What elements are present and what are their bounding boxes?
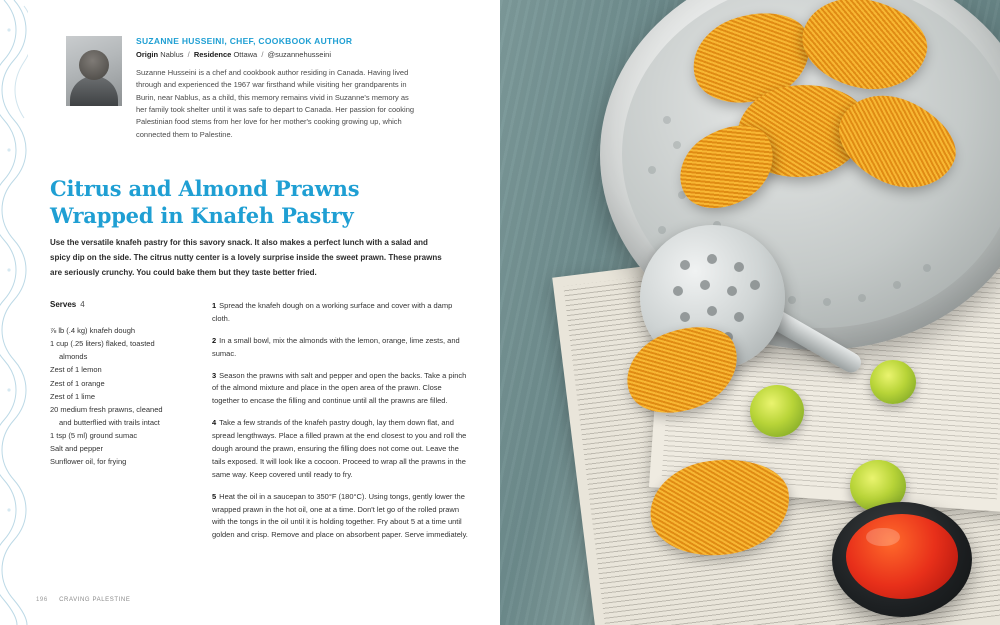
step-text: In a small bowl, mix the almonds with the lemon, orange, lime zests, and sumac.: [212, 335, 460, 358]
dipping-sauce-bowl: [832, 502, 972, 617]
list-item: 1 tsp (5 ml) ground sumac: [50, 431, 138, 441]
serves-line: [50, 300, 190, 309]
step-number: 3: [212, 370, 217, 380]
chili-sauce: [846, 514, 958, 599]
food-photograph: [500, 0, 1000, 625]
step-number: 2: [212, 335, 217, 345]
page-number: 196: [36, 597, 48, 603]
list-item: 1 cup (.25 liters) flaked, toasted: [50, 339, 155, 349]
recipe-step: [212, 335, 470, 361]
list-item: Zest of 1 orange: [50, 378, 105, 388]
step-text: Spread the knafeh dough on a working surface and cover with a damp cloth.: [212, 301, 453, 323]
author-handle[interactable]: @suzannehusseini: [267, 50, 331, 59]
right-photo-page: [500, 0, 1000, 625]
author-name: SUZANNE HUSSEINI, CHEF, COOKBOOK AUTHOR: [136, 36, 353, 46]
residence-value: Ottawa: [233, 50, 258, 59]
recipe-intro: Use the versatile knafeh pastry for this savory snack. It also makes a perfect lunch with a salad and spicy dip on the side. The citrus nutty center is a lovely surprise inside the sweet prawn. These prawns are seriously crunchy. You could bake them but they taste better fried.: [50, 238, 442, 277]
list-item: [50, 417, 190, 429]
list-item: Sunflower oil, for frying: [50, 457, 127, 467]
author-meta: [136, 50, 420, 60]
author-text: [136, 36, 420, 141]
serves-value: 4: [80, 300, 85, 309]
ingredients-column: [50, 300, 190, 551]
lime-half: [750, 385, 804, 437]
steps-column: [212, 300, 470, 551]
recipe-step: [212, 417, 470, 481]
list-item: ⅞ lb (.4 kg) knafeh dough: [50, 326, 136, 335]
step-number: 1: [212, 301, 217, 310]
steps-list: [212, 300, 470, 542]
author-portrait-image: [66, 36, 122, 106]
step-number: 4: [212, 418, 217, 428]
step-text: Heat the oil in a saucepan to 350°F (180°C). Using tongs, gently lower the wrapped prawn in the hot oil, one at a time. Don't let go of the rolled prawn with the tongs in the oil until it is holding together. Fry about 5 at a time until golden and crisp. Remove and place on absorbent paper. Serve immediately.: [212, 491, 468, 540]
author-block: [66, 36, 420, 141]
residence-label: Residence: [193, 50, 232, 59]
meta-separator-2: /: [261, 50, 264, 59]
list-item-continuation: almonds: [59, 352, 88, 362]
ingredients-list: [50, 325, 190, 469]
author-bio: Suzanne Husseini is a chef and cookbook author residing in Canada. Having lived through and experienced the 1967 war firsthand while visiting her grandparents in Burin, near Nablus, as a child, this memory remains vivid in Suzanne's memory as her family took shelter until it was safe to depart to Canada. Her passion for cooking Palestinian food stems from her love for her mother's cooking growing up, which connected them to Palestine.: [136, 67, 415, 139]
list-item: Zest of 1 lemon: [50, 365, 102, 375]
step-number: 5: [212, 491, 217, 501]
serves-label: Serves: [50, 300, 77, 309]
step-text: Season the prawns with salt and pepper and open the backs. Take a pinch of the almond mixture and place in the open area of the prawn. Close together to encase the filling and continue until all the prawns are filled.: [212, 370, 467, 406]
list-item: Zest of 1 lime: [50, 391, 96, 401]
list-item: [50, 351, 190, 363]
step-text: Take a few strands of the knafeh pastry dough, lay them down flat, and spread lengthways. Place a filled prawn at the end closest to you and roll the dough around the prawn, ensuring the filling does not come out. Leave the tails exposed. It will look like a cocoon. Proceed to wrap all the prawns in the same way. Keep covered until ready to fry.: [212, 418, 467, 479]
list-item-continuation: and butterflied with trails intact: [59, 417, 160, 427]
decorative-edge-pattern: [0, 0, 28, 625]
book-title: CRAVING PALESTINE: [59, 597, 131, 603]
origin-label: Origin: [136, 50, 159, 59]
lime-wedge: [870, 360, 916, 404]
page-footer: [36, 597, 130, 603]
list-item: 20 medium fresh prawns, cleaned: [50, 404, 163, 414]
recipe-step: [212, 300, 470, 326]
recipe-step: [212, 370, 470, 409]
meta-separator-1: /: [187, 50, 190, 59]
list-item: Salt and pepper: [50, 444, 103, 454]
recipe-columns: [50, 300, 470, 551]
origin-value: Nablus: [160, 50, 184, 59]
page-title: Citrus and Almond Prawns Wrapped in Knafeh Pastry: [50, 176, 360, 228]
recipe-step: [212, 491, 470, 543]
